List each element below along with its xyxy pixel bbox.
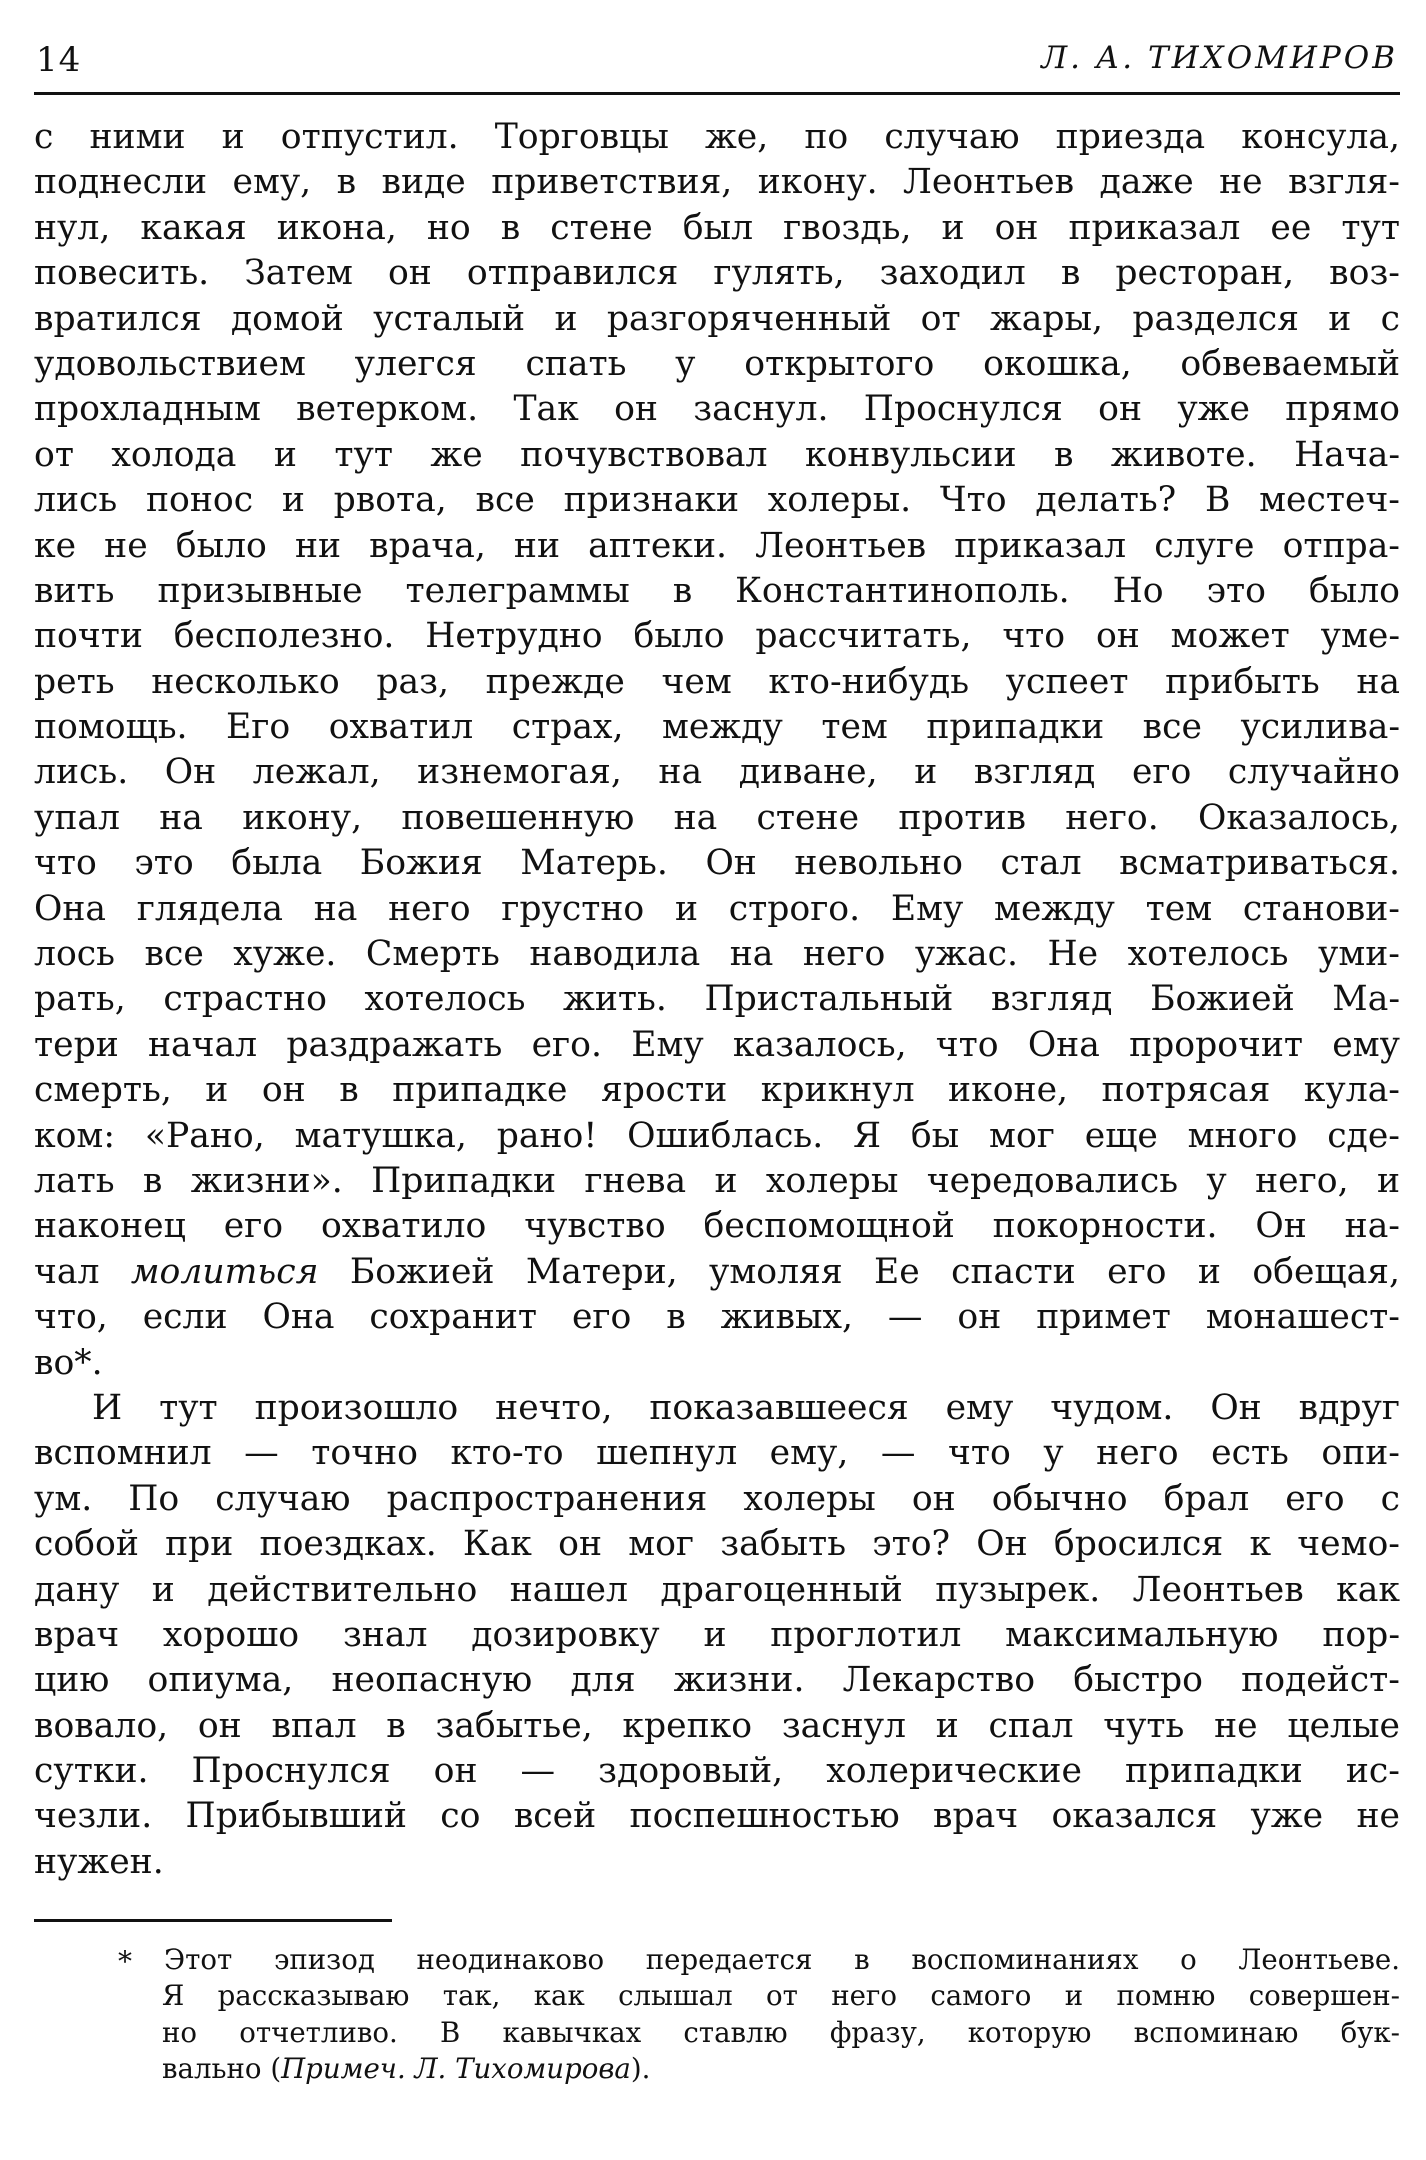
- text-line: от холода и тут же почувствовал конвульсии в животе. Нача-: [34, 434, 1400, 475]
- paragraph-1: [34, 115, 1400, 1386]
- text-line: с ними и отпустил. Торговцы же, по случаю приезда консула,: [34, 117, 1400, 157]
- text-line: рать, страстно хотелось жить. Пристальный взгляд Божией Ма-: [34, 979, 1400, 1020]
- text-line: прохладным ветерком. Так он заснул. Проснулся он уже прямо: [34, 389, 1400, 430]
- text-line: наконец его охватило чувство беспомощной покорности. Он на-: [34, 1206, 1400, 1247]
- footnote: [34, 1942, 1400, 2087]
- text-line: Она глядела на него грустно и строго. Ему между тем станови-: [34, 888, 1400, 929]
- text-line: сутки. Проснулся он — здоровый, холерические припадки ис-: [34, 1751, 1400, 1792]
- text-line: лать в жизни». Припадки гнева и холеры чередовались у него, и: [34, 1160, 1400, 1201]
- footnote-divider: [34, 1919, 392, 1922]
- text-line: смерть, и он в припадке ярости крикнул иконе, потрясая кула-: [34, 1070, 1400, 1111]
- text-line: собой при поездках. Как он мог забыть это? Он бросился к чемо-: [34, 1524, 1400, 1565]
- text-fragment: Божией Матери, умоляя Ее спасти его и обещая,: [318, 1251, 1400, 1292]
- page-header: [34, 34, 1400, 95]
- text-line: почти бесполезно. Нетрудно было рассчитать, что он может уме-: [34, 616, 1400, 657]
- text-line: лись понос и рвота, все признаки холеры. Что делать? В местеч-: [34, 480, 1400, 521]
- emphasized-word: молиться: [130, 1251, 319, 1292]
- footnote-marker: *: [118, 1945, 132, 1979]
- text-line: чезли. Прибывший со всей поспешностью врач оказался уже не: [34, 1796, 1400, 1837]
- text-line: тери начал раздражать его. Ему казалось, что Она пророчит ему: [34, 1024, 1400, 1065]
- text-line: нул, какая икона, но в стене был гвоздь, и он приказал ее тут: [34, 207, 1400, 248]
- text-line: помощь. Его охватил страх, между тем припадки все усилива-: [34, 707, 1400, 748]
- text-line: дану и действительно нашел драгоценный пузырек. Леонтьев как: [34, 1569, 1400, 1610]
- emphasized-attribution: Примеч. Л. Тихомирова: [281, 2051, 631, 2085]
- text-line: поднесли ему, в виде приветствия, икону. Леонтьев даже не взгля-: [34, 162, 1400, 203]
- text-line: цию опиума, неопасную для жизни. Лекарство быстро подейст-: [34, 1660, 1400, 1701]
- text-line: повесить. Затем он отправился гулять, заходил в ресторан, воз-: [34, 253, 1400, 294]
- text-line: И тут произошло нечто, показавшееся ему чудом. Он вдруг: [92, 1387, 1400, 1428]
- footnote-line: Я рассказываю так, как слышал от него самого и помню совершен-: [162, 1979, 1400, 2013]
- text-line: удовольствием улегся спать у открытого окошка, обвеваемый: [34, 343, 1400, 384]
- text-line: упал на икону, повешенную на стене против него. Оказалось,: [34, 797, 1400, 838]
- text-line: вратился домой усталый и разгоряченный от жары, разделся и с: [34, 298, 1400, 339]
- page-number: 14: [36, 40, 82, 80]
- text-line: нужен.: [34, 1841, 164, 1882]
- text-line-with-emphasis: [34, 1250, 1400, 1295]
- footnote-text: Этот эпизод неодинаково передается в воспоминаниях о Леонтьеве.: [164, 1943, 1400, 1977]
- footnote-line: но отчетливо. В кавычках ставлю фразу, которую вспоминаю бук-: [162, 2015, 1400, 2049]
- text-fragment: чал: [34, 1251, 131, 1292]
- text-line: врач хорошо знал дозировку и проглотил максимальную пор-: [34, 1614, 1400, 1655]
- text-line: лось все хуже. Смерть наводила на него ужас. Не хотелось уми-: [34, 934, 1400, 975]
- text-line: вить призывные телеграммы в Константинополь. Но это было: [34, 570, 1400, 611]
- text-fragment: вально (: [162, 2051, 282, 2085]
- text-line: что это была Божия Матерь. Он невольно стал всматриваться.: [34, 843, 1400, 884]
- text-line: ум. По случаю распространения холеры он обычно брал его с: [34, 1478, 1400, 1519]
- text-line: ке не было ни врача, ни аптеки. Леонтьев приказал слуге отпра-: [34, 525, 1400, 566]
- book-page: [34, 34, 1400, 2134]
- text-line: что, если Она сохранит его в живых, — он примет монашест-: [34, 1297, 1400, 1338]
- footnote-line: [34, 2051, 1400, 2087]
- footnote-line: [34, 1942, 1400, 1978]
- paragraph-2: [34, 1386, 1400, 1885]
- text-line-footnote-ref: во*.: [34, 1342, 103, 1383]
- text-line: лись. Он лежал, изнемогая, на диване, и взгляд его случайно: [34, 752, 1400, 793]
- text-line: вовало, он впал в забытье, крепко заснул и спал чуть не целые: [34, 1705, 1400, 1746]
- running-head: Л. А. ТИХОМИРОВ: [1041, 40, 1398, 76]
- text-line: ком: «Рано, матушка, рано! Ошиблась. Я бы мог еще много сде-: [34, 1115, 1400, 1156]
- text-line: вспомнил — точно кто-то шепнул ему, — что у него есть опи-: [34, 1433, 1400, 1474]
- main-text: [34, 115, 1400, 1885]
- text-fragment: ).: [630, 2051, 651, 2085]
- text-line: реть несколько раз, прежде чем кто-нибудь успеет прибыть на: [34, 661, 1400, 702]
